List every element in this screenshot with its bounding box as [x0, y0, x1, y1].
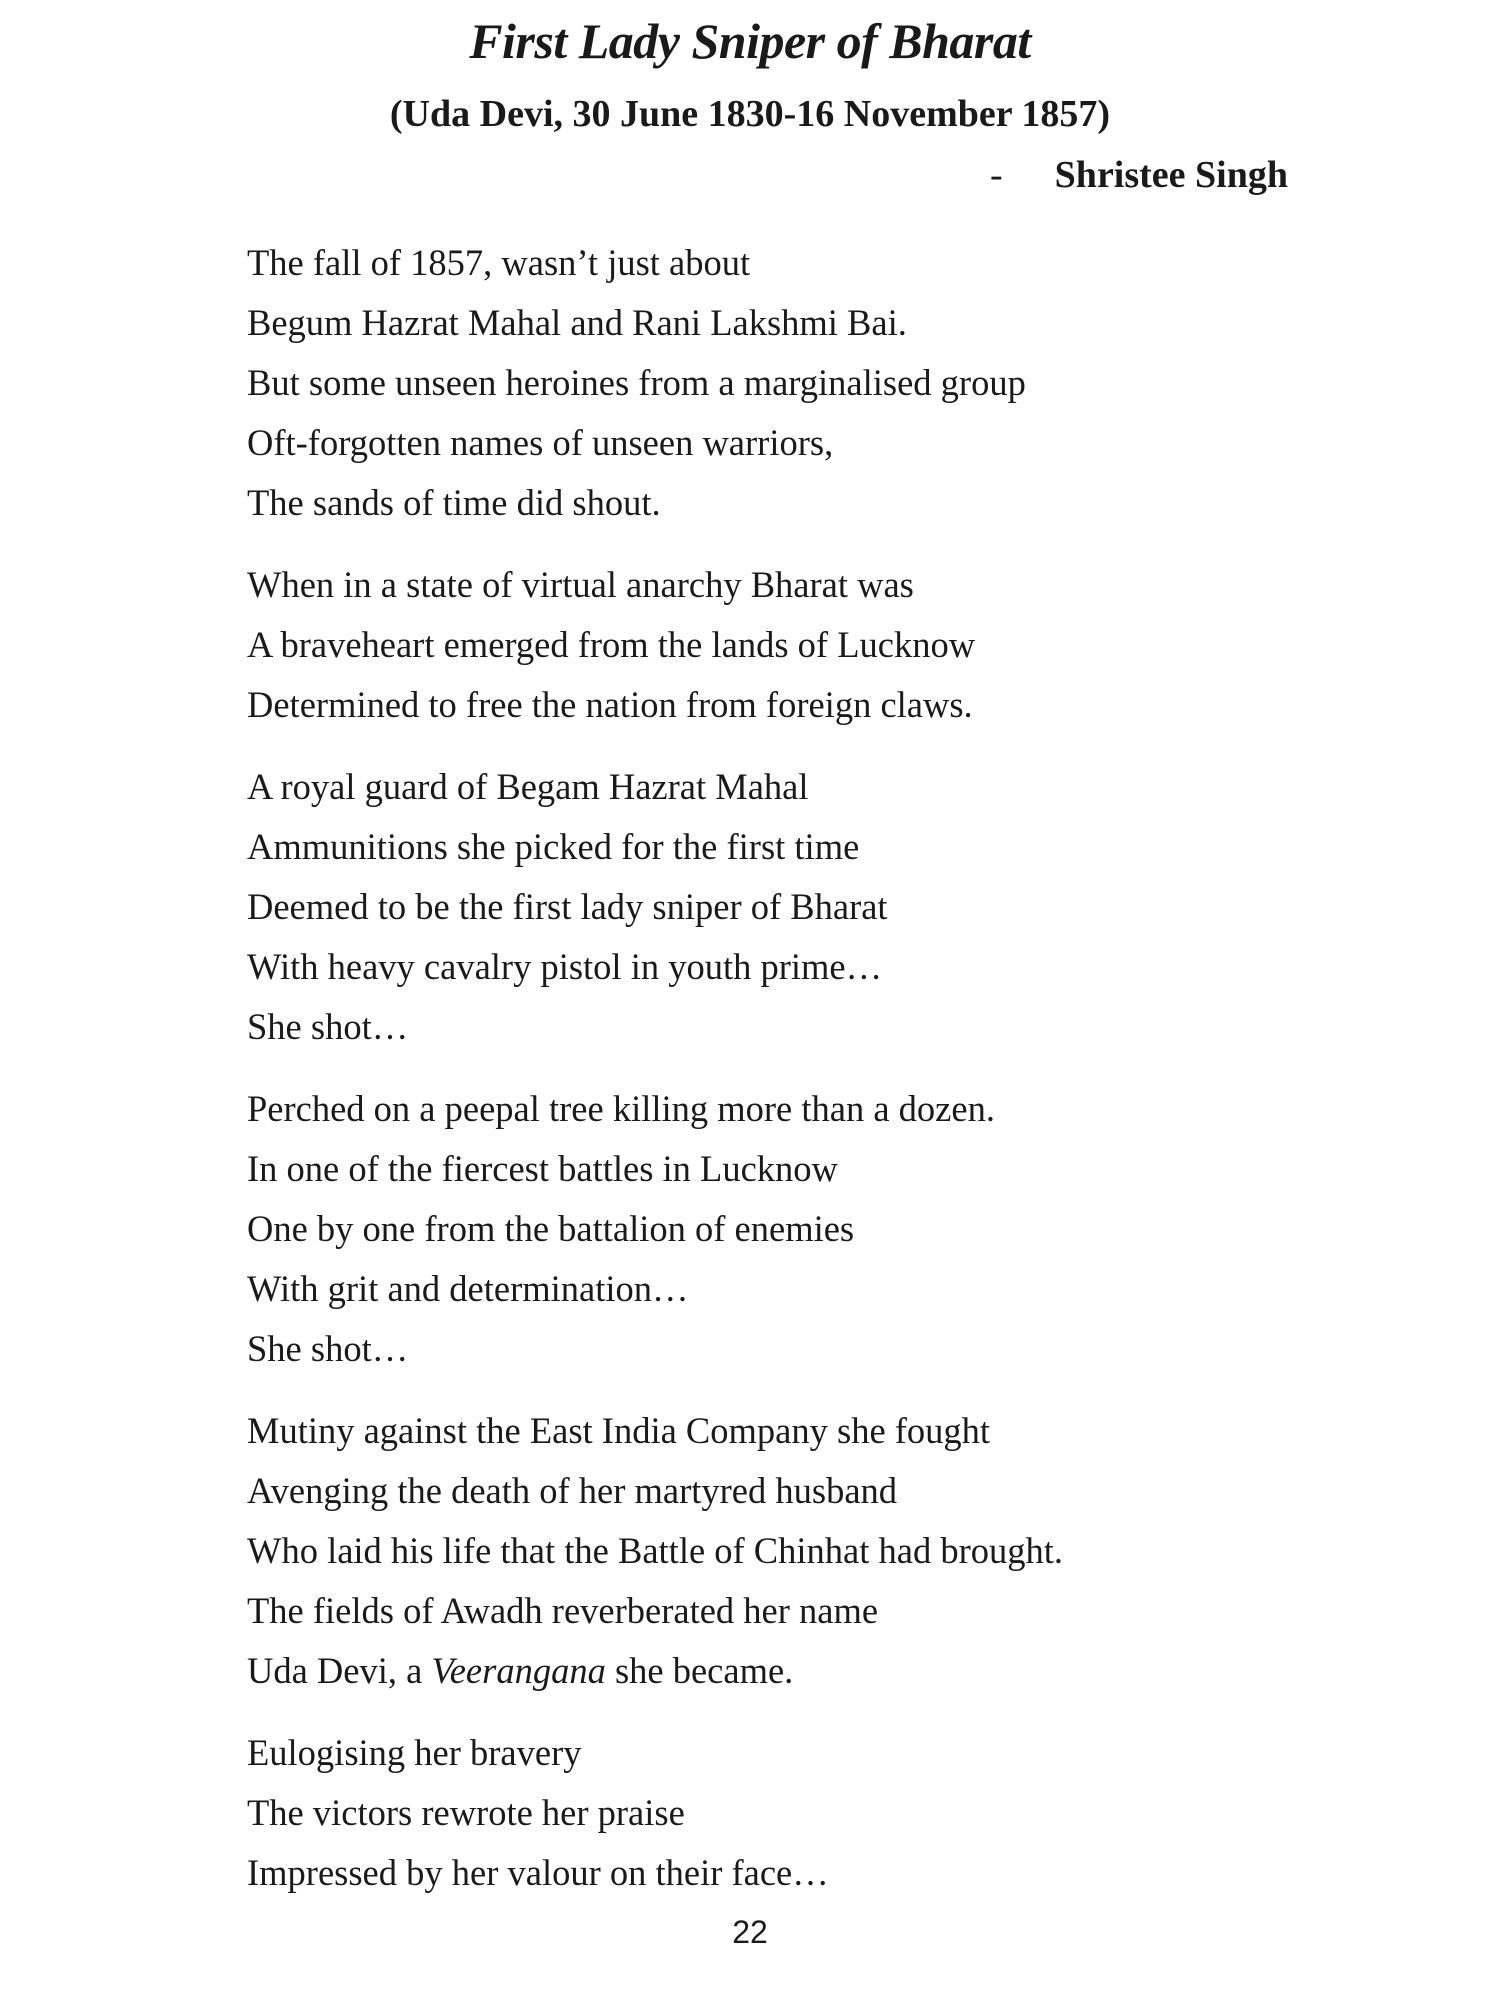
poem-line: Determined to free the nation from foreign claws. [247, 684, 973, 725]
poem-body [247, 233, 1347, 1925]
stanza-5 [247, 1401, 1347, 1701]
poem-line: Avenging the death of her martyred husband [247, 1470, 898, 1511]
poem-line: With heavy cavalry pistol in youth prime… [247, 946, 883, 987]
poem-line: Impressed by her valour on their face… [247, 1852, 829, 1893]
italic-term: Veerangana [431, 1650, 606, 1691]
poem-line: A royal guard of Begam Hazrat Mahal [247, 766, 809, 807]
poem-line: Deemed to be the first lady sniper of Bharat [247, 886, 888, 927]
line-text-after: she became. [605, 1650, 794, 1691]
poem-line: The victors rewrote her praise [247, 1792, 685, 1833]
poem-line: The fall of 1857, wasn’t just about [247, 242, 751, 283]
poem-author-line [990, 153, 1288, 197]
poem-line: One by one from the battalion of enemies [247, 1208, 855, 1249]
poem-line: She shot… [247, 1006, 409, 1047]
poem-line: With grit and determination… [247, 1268, 689, 1309]
poem-line: When in a state of virtual anarchy Bharat was [247, 564, 914, 605]
poem-line: She shot… [247, 1328, 409, 1369]
poem-line: Mutiny against the East India Company she fought [247, 1410, 991, 1451]
poem-line: But some unseen heroines from a marginalised group [247, 362, 1026, 403]
poem-line: The fields of Awadh reverberated her name [247, 1590, 879, 1631]
poem-line: In one of the fiercest battles in Lucknow [247, 1148, 838, 1189]
stanza-3 [247, 757, 1347, 1057]
poem-line: Who laid his life that the Battle of Chinhat had brought. [247, 1530, 1064, 1571]
poem-line-with-italic [247, 1641, 1347, 1701]
page-number: 22 [732, 1914, 768, 1950]
poem-title: First Lady Sniper of Bharat [469, 13, 1031, 69]
poem-line: Begum Hazrat Mahal and Rani Lakshmi Bai. [247, 302, 907, 343]
author-dash: - [990, 154, 1003, 196]
stanza-6 [247, 1723, 1347, 1903]
author-name: Shristee Singh [1054, 154, 1288, 196]
poem-line: Perched on a peepal tree killing more than a dozen. [247, 1088, 995, 1129]
poem-subtitle: (Uda Devi, 30 June 1830-16 November 1857) [389, 93, 1111, 135]
poem-line: A braveheart emerged from the lands of Lucknow [247, 624, 976, 665]
stanza-1 [247, 233, 1347, 533]
line-text-before: Uda Devi, a [247, 1650, 432, 1691]
poem-line: The sands of time did shout. [247, 482, 661, 523]
stanza-4 [247, 1079, 1347, 1379]
poem-line: Ammunitions she picked for the first time [247, 826, 860, 867]
poem-line: Oft-forgotten names of unseen warriors, [247, 422, 834, 463]
poem-line: Eulogising her bravery [247, 1732, 582, 1773]
stanza-2 [247, 555, 1347, 735]
